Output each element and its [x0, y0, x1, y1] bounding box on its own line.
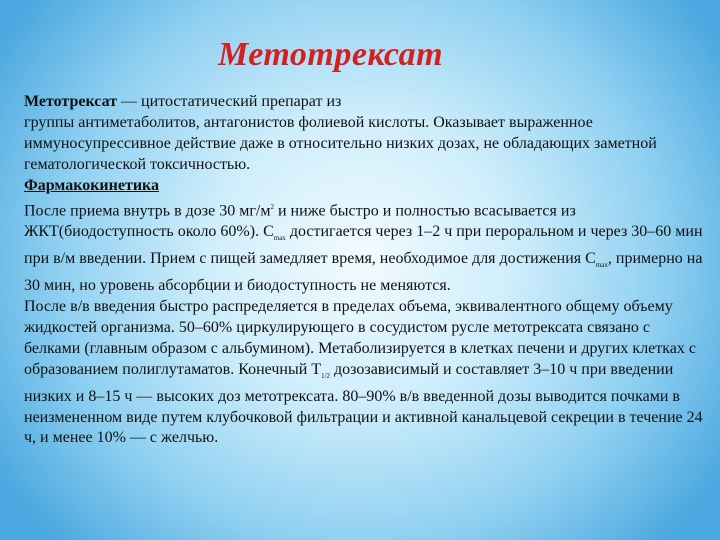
- absorption-paragraph: [24, 197, 708, 297]
- distribution-paragraph: [24, 297, 708, 450]
- section-heading-paragraph: [24, 176, 708, 197]
- distribution-text-a: После в/в введения быстро распределяется в пределах объема, эквивалентного общему объему жидкостей организма. 50–60% циркулирующего в сосудистом русле метотрексата связано с белками (главным образом с альбумином). Метаболизируется в клетках печени и других клетках с образованием полиглутаматов. Конечный Т: [24, 297, 696, 378]
- dose-superscript: 2: [270, 202, 274, 211]
- pharmacokinetics-heading: Фармакокинетика: [24, 176, 160, 194]
- absorption-text-b: и ниже быстро и полностью всасывается из ЖКТ(биодоступность около 60%). С: [24, 201, 576, 240]
- intro-paragraph: [24, 92, 708, 176]
- slide-title: Метотрексат: [218, 36, 444, 73]
- cmax-subscript-2: max: [595, 261, 608, 270]
- slide-body: [24, 92, 708, 449]
- half-life-subscript: 1/2: [321, 371, 331, 380]
- absorption-text-a: После приема внутрь в дозе 30 мг/м: [24, 201, 271, 219]
- intro-text-2: группы антиметаболитов, антагонистов фолиевой кислоты. Оказывает выраженное иммуносупрессивное действие даже в относительно низких дозах, не обладающих заметной гематологической токсичностью.: [24, 113, 657, 173]
- intro-text-1: — цитостатический препарат из: [117, 93, 342, 110]
- intro-term: Метотрексат: [24, 93, 118, 110]
- absorption-text-c: достигается через 1–2 ч при пероральном и через 30–60 мин при в/м введении. Прием с пищей замедляет время, необходимое для достижения С: [24, 222, 703, 267]
- absorption-text-d: , примерно на 30 мин, но уровень абсорбции и биодоступность не меняются.: [24, 249, 703, 294]
- cmax-subscript-1: max: [273, 233, 286, 242]
- distribution-text-b: дозозависимый и составляет 3–10 ч при введении низких и 8–15 ч — высоких доз метотрексата. 80–90% в/в введенной дозы выводится почками в неизмененном виде путем клубочковой фильтрации и активной канальцевой секреции в течение 24 ч, и менее 10% — с желчью.: [24, 360, 703, 447]
